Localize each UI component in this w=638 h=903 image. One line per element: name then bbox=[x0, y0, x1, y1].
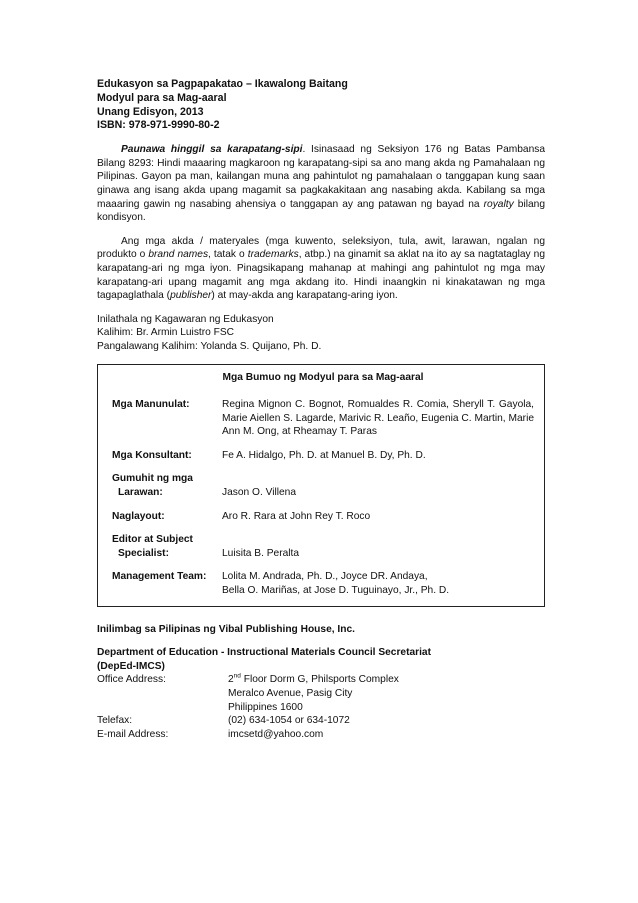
deped-contact bbox=[97, 646, 545, 741]
credit-row-consultants: Mga Konsultant: Fe A. Hidalgo, Ph. D. at Manuel B. Dy, Ph. D. bbox=[112, 449, 426, 461]
book-title: Edukasyon sa Pagpapakatao – Ikawalong Baitang bbox=[97, 78, 348, 90]
email-address: E-mail Address: imcsetd@yahoo.com bbox=[97, 728, 545, 742]
credit-row-illustrator: Gumuhit ng mga Larawan: Jason O. Villena bbox=[112, 473, 296, 499]
edition: Unang Edisyon, 2013 bbox=[97, 105, 204, 118]
credit-row-layout: Naglayout: Aro R. Rara at John Rey T. Roco bbox=[112, 510, 371, 522]
copyright-page bbox=[97, 78, 545, 741]
publisher-info bbox=[97, 313, 545, 354]
credits-title: Mga Bumuo ng Modyul para sa Mag-aaral bbox=[222, 371, 424, 383]
printer-line: Inilimbag sa Pilipinas ng Vibal Publishing House, Inc. bbox=[97, 623, 355, 635]
deped-acronym: (DepEd-IMCS) bbox=[97, 660, 165, 672]
credits-box bbox=[97, 364, 545, 607]
deped-title: Department of Education - Instructional Materials Council Secretariat bbox=[97, 647, 431, 659]
telefax: Telefax: (02) 634-1054 or 634-1072 bbox=[97, 715, 350, 727]
book-header bbox=[97, 78, 545, 133]
undersecretary-line: Pangalawang Kalihim: Yolanda S. Quijano, Ph. D. bbox=[97, 340, 322, 352]
book-subtitle: Modyul para sa Mag-aaral bbox=[97, 91, 227, 104]
copyright-notice: Paunawa hinggil sa karapatang-sipi. Isinasaad ng Seksiyon 176 ng Batas Pambansa Bilang 8293: Hindi maaaring magkaroon ng karapatang-sipi sa ano mang akda ng Pamahalaan ng Pilipinas. Gayon pa man, kailangan muna ang pahintulot ng pamahalaan o tanggapan kung saan ginawa ang isang akda upang magamit sa pagkakakitaan ang nasabing akda. Kabilang sa mga maaaring gawin ng nasabing ahensiya o tanggapan ay ang patawan ng bayad na royalty bilang kondisyon. bbox=[97, 144, 545, 224]
credit-row-editor: Editor at Subject Specialist: Luisita B. Peralta bbox=[112, 534, 300, 559]
isbn: ISBN: 978-971-9990-80-2 bbox=[97, 119, 220, 132]
email-link: imcsetd@yahoo.com bbox=[228, 728, 324, 740]
office-address: Office Address: 2nd Floor Dorm G, Philsports Complex Meralco Avenue, Pasig City Philippines 1600 bbox=[97, 673, 399, 713]
materials-notice: Ang mga akda / materyales (mga kuwento, seleksiyon, tula, awit, larawan, ngalan ng produkto o brand names, tatak o trademarks, atbp.) na ginamit sa aklat na ito ay sa nagtataglay ng karapatang-ari ng mga iyon. Pinagsikapang mahanap at mahingi ang pahintulot ng mga may karapatang-ari upang magamit ang mga akdang ito. Hindi inaangkin ni kinakatawan ng mga tagapaglathala (publisher) at may-akda ang karapatang-aring iyon. bbox=[97, 235, 545, 302]
publisher-line: Inilathala ng Kagawaran ng Edukasyon bbox=[97, 313, 274, 325]
credit-row-writers: Mga Manunulat: Regina Mignon C. Bognot, Romualdes R. Comia, Sheryll T. Gayola, Marie Aiellen S. Lagarde, Marivic R. Leaño, Eugenia C. Martin, Marie Ann M. Ong, at Rheamay T. Paras bbox=[112, 399, 534, 438]
credit-row-management: Management Team: Lolita M. Andrada, Ph. D., Joyce DR. Andaya, Bella O. Mariñas, at Jose D. Tuguinayo, Jr., Ph. D. bbox=[112, 571, 450, 597]
secretary-line: Kalihim: Br. Armin Luistro FSC bbox=[97, 327, 235, 339]
